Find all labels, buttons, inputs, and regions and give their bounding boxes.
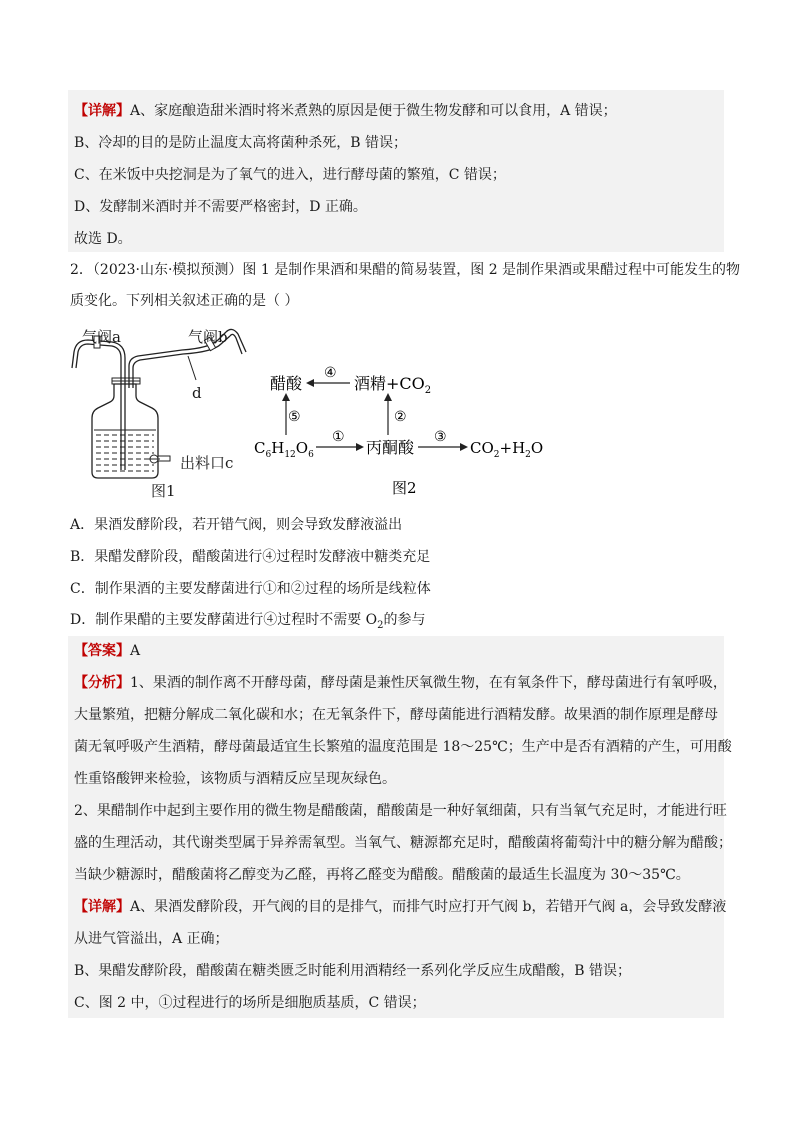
figure-2-pathway [250, 355, 550, 495]
figure-1-apparatus [70, 322, 260, 502]
explanation-line-2: B、冷却的目的是防止温度太高将菌种杀死，B 错误； [74, 135, 408, 151]
analysis-line-2: 大量繁殖，把糖分解成二氧化碳和水；在无氧条件下，酵母菌能进行酒精发酵。故果酒的制作原理是酵母 [74, 707, 718, 723]
glucose-label: $C_6H_{12}O_6$ [254, 439, 314, 460]
analysis-line-3: 菌无氧呼吸产生酒精，酵母菌最适宜生长繁殖的温度范围是 18～25℃；生产中是否有酒精的产生，可用酸 [74, 739, 732, 755]
outlet-c-label: 出料口c [180, 454, 234, 472]
valve-b-label: 气阀b [188, 328, 228, 346]
option-a: A．果酒发酵阶段，若开错气阀，则会导致发酵液溢出 [70, 517, 403, 533]
question-stem-line-2: 质变化。下列相关叙述正确的是（ ） [70, 293, 299, 309]
explanation-line-4: D、发酵制米酒时并不需要严格密封，D 正确。 [74, 199, 367, 215]
detail-line-3: B、果醋发酵阶段，醋酸菌在糖类匮乏时能利用酒精经一系列化学反应生成醋酸，B 错误； [74, 963, 632, 979]
analysis-tag: 【分析】 [74, 675, 130, 691]
detail-line-2: 从进气管溢出，A 正确； [74, 931, 229, 947]
step-2-label: ② [394, 409, 407, 425]
option-d-subscript: 2 [377, 619, 384, 631]
option-b: B．果醋发酵阶段，醋酸菌进行④过程时发酵液中糖类充足 [70, 549, 431, 565]
analysis-line-5: 2、果醋制作中起到主要作用的微生物是醋酸菌，醋酸菌是一种好氧细菌，只有当氧气充足时，才能进行旺 [74, 803, 727, 819]
detail-tag-2: 【详解】 [74, 899, 130, 915]
valve-a-label: 气阀a [82, 328, 121, 346]
step-1-label: ① [332, 429, 345, 445]
figure-2-caption: 图2 [392, 479, 417, 495]
tube-d-label: d [192, 384, 202, 402]
analysis-line-6: 盛的生理活动，其代谢类型属于异养需氧型。当氧气、糖源都充足时，醋酸菌将葡萄汁中的糖分解为醋酸； [74, 835, 732, 851]
explanation-line-5: 故选 D。 [74, 231, 132, 247]
detail-text-1: A、果酒发酵阶段，开气阀的目的是排气，而排气时应打开气阀 b，若错开气阀 a，会导致发酵液 [130, 899, 727, 915]
figure-1-caption: 图1 [151, 482, 176, 500]
explanation-line-1 [74, 101, 617, 121]
answer-tag: 【答案】 [74, 643, 130, 659]
explanation-text: A、家庭酿造甜米酒时将米煮熟的原因是便于微生物发酵和可以食用，A 错误； [130, 103, 617, 119]
answer-line [74, 641, 140, 661]
detail-line-4: C、图 2 中，①过程进行的场所是细胞质基质，C 错误； [74, 995, 426, 1011]
detail-line-1 [74, 897, 726, 917]
answer-value: A [130, 643, 141, 659]
step-5-label: ⑤ [288, 409, 301, 425]
step-4-label: ④ [324, 365, 337, 381]
analysis-line-7: 当缺少糖源时，醋酸菌将乙醇变为乙醛，再将乙醛变为醋酸。醋酸菌的最适生长温度为 30～35℃。 [74, 867, 690, 883]
acetic-acid-label: 醋酸 [270, 374, 303, 393]
analysis-text-1: 1、果酒的制作离不开酵母菌，酵母菌是兼性厌氧微生物，在有氧条件下，酵母菌进行有氧呼吸， [130, 675, 727, 691]
detail-tag: 【详解】 [74, 103, 130, 119]
option-d-tail: 的参与 [383, 612, 426, 628]
explanation-line-3: C、在米饭中央挖洞是为了氧气的进入，进行酵母菌的繁殖，C 错误； [74, 167, 506, 183]
step-3-label: ③ [434, 429, 447, 445]
option-c: C．制作果酒的主要发酵菌进行①和②过程的场所是线粒体 [70, 581, 431, 597]
analysis-line-1 [74, 673, 727, 693]
pyruvate-label: 丙酮酸 [366, 438, 415, 457]
analysis-line-4: 性重铬酸钾来检验，该物质与酒精反应呈现灰绿色。 [74, 771, 396, 787]
alcohol-co2-label: 酒精$+CO_2$ [354, 374, 432, 396]
question-stem-line-1: 2．（2023·山东·模拟预测）图 1 是制作果酒和果醋的简易装置，图 2 是制作果酒或果醋过程中可能发生的物 [70, 262, 741, 278]
option-d-text: D．制作果醋的主要发酵菌进行④过程时不需要 O [70, 612, 378, 628]
option-d [70, 610, 426, 636]
co2-h2o-label: $CO_2+H_2O$ [470, 439, 544, 460]
